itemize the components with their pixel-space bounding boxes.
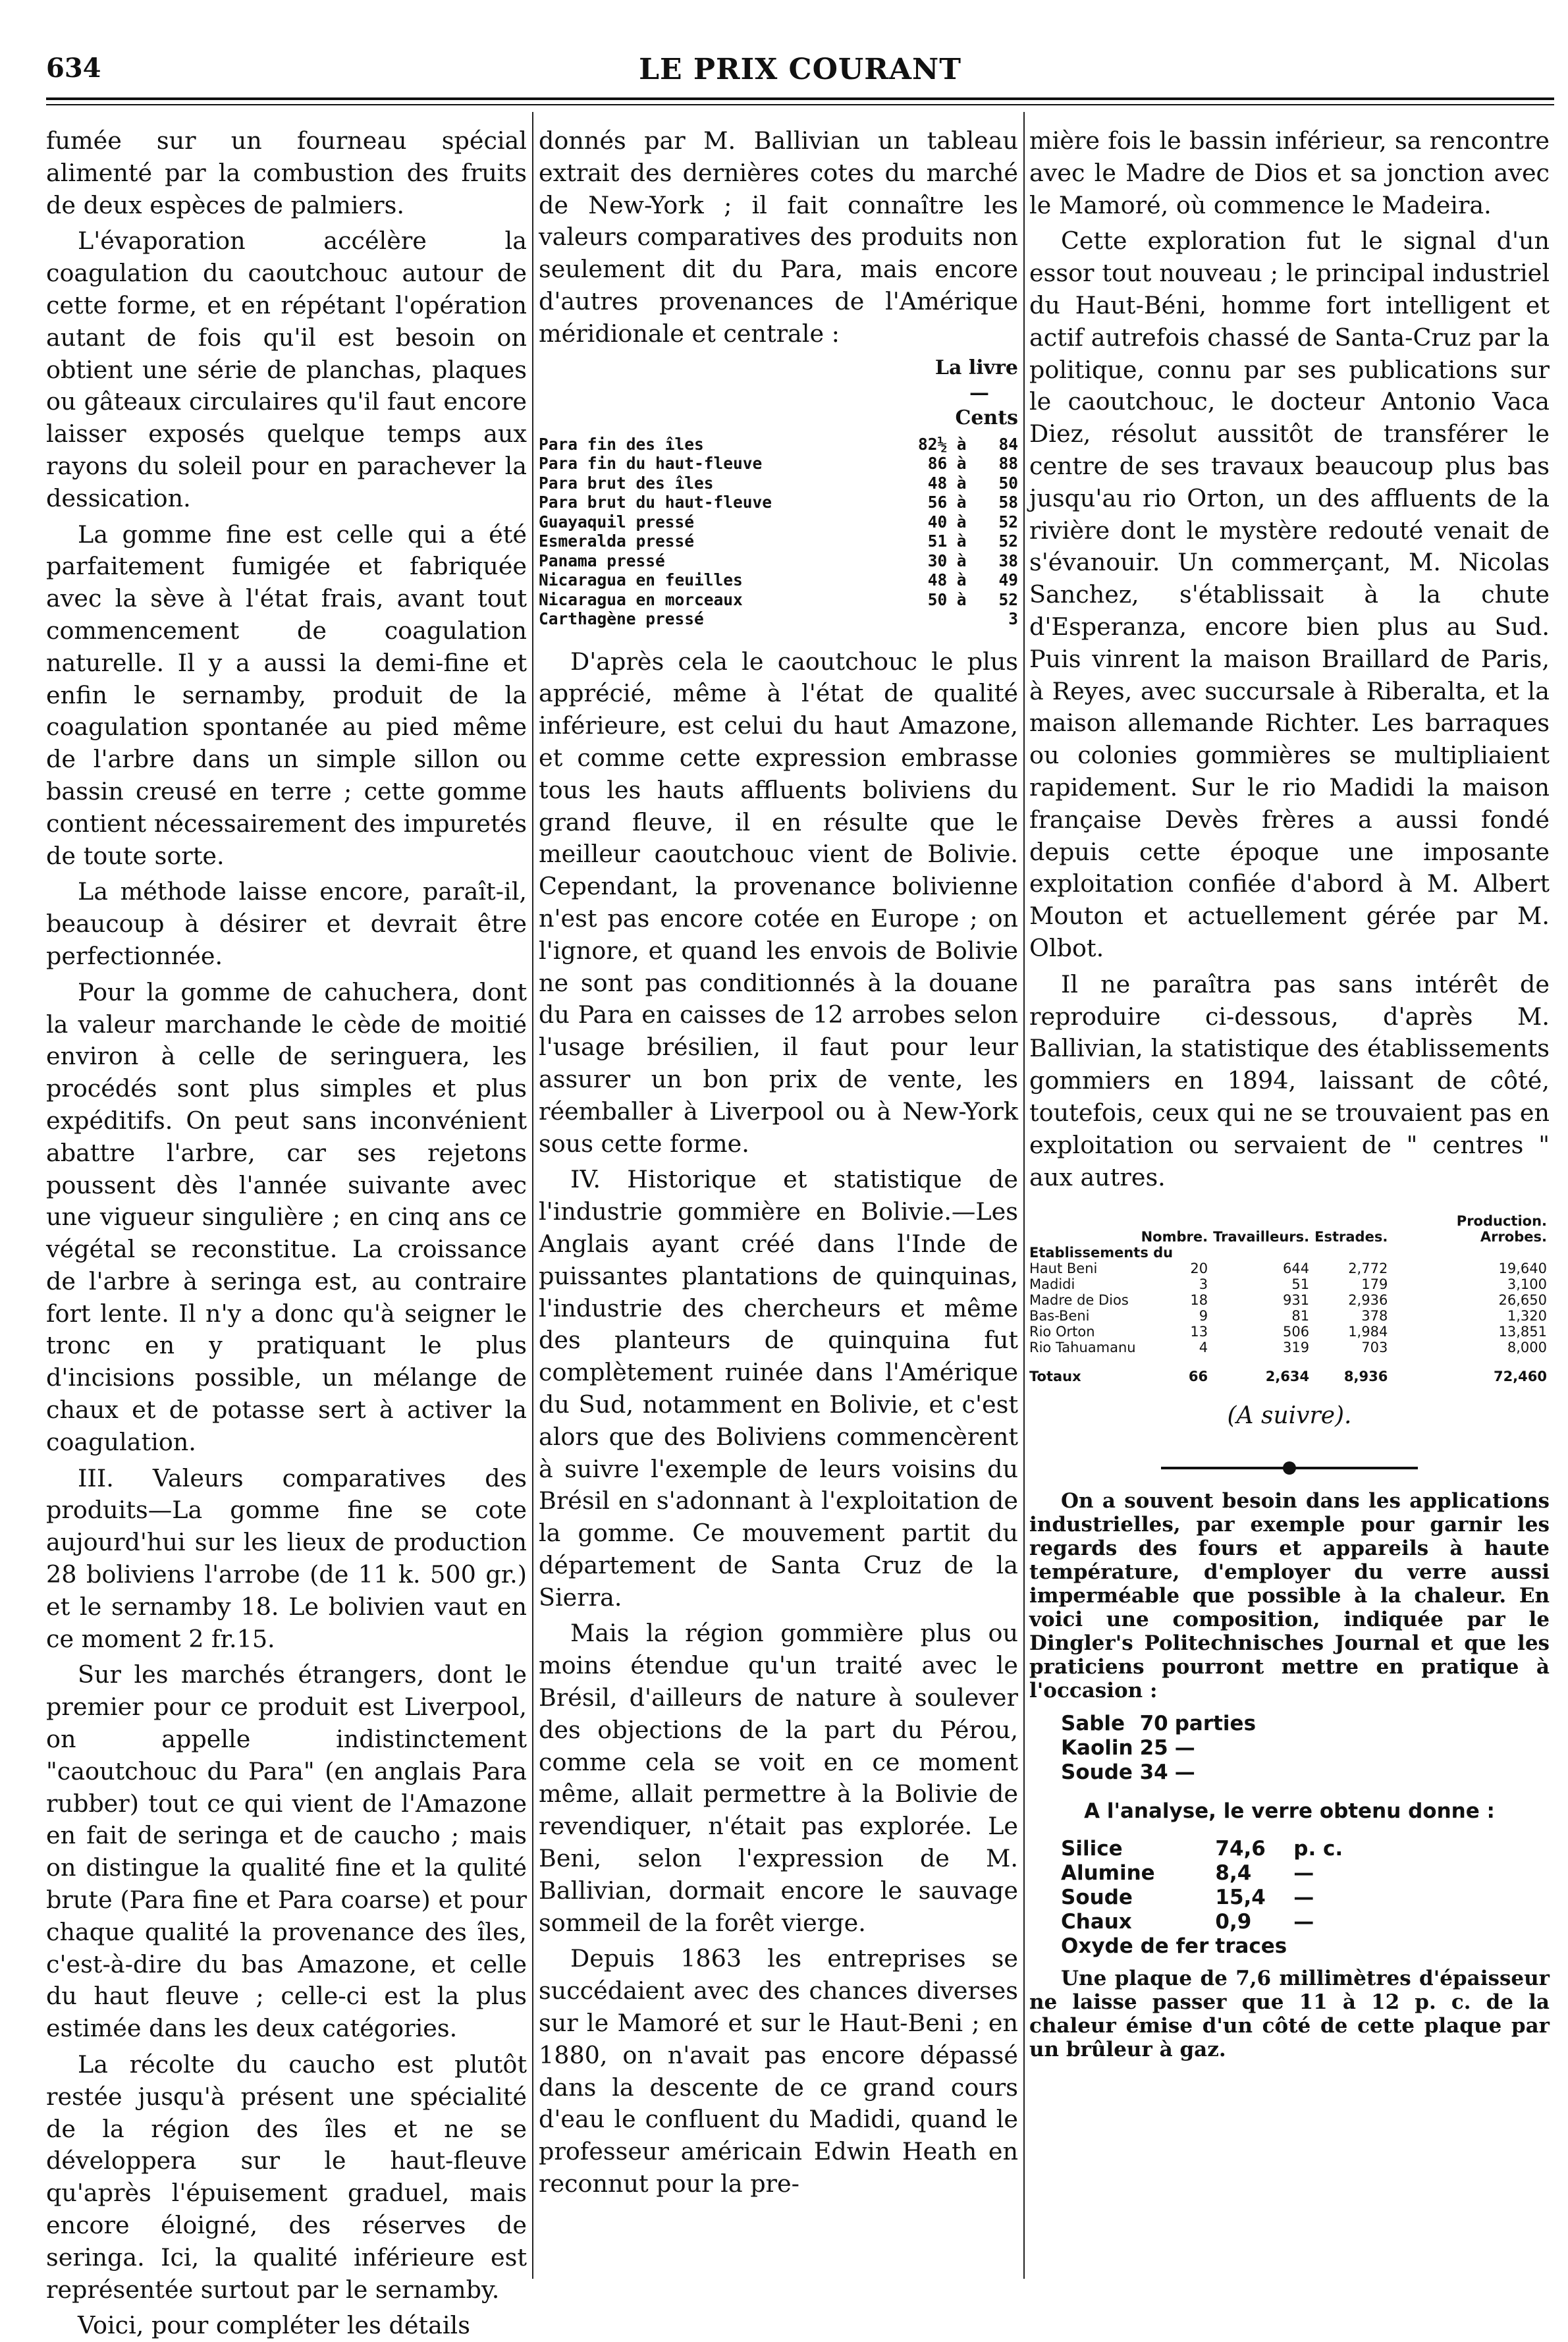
paragraph: Une plaque de 7,6 millimètres d'épaisseur ne laisse passer que 11 à 12 p. c. de la chaleur émise d'un côté de cette plaque par un brûleur à gaz. (1029, 1966, 1550, 2061)
paragraph: On a souvent besoin dans les applications industrielles, par exemple pour garnir les regards des fours et appareils à haute température, d'employer du verre aussi imperméable que possible à la chaleur. En voici une composition, indiquée par le Dingler's Politechnisches Journal et que les praticiens pourront mettre en pratique à l'occasion : (1029, 1489, 1550, 1703)
price-row (539, 570, 1018, 590)
stat-cell: 81 (1291, 1308, 1310, 1324)
stat-header (1029, 1213, 1139, 1245)
paragraph: La récolte du caucho est plutôt restée jusqu'à présent une spécialité de la région des îles et ne se développera sur le haut-fleuve qu'après l'épuisement graduel, mais encore éloigné, des réserves de seringa. Ici, la qualité inférieure est représentée surtout par le sernamby. (46, 2050, 527, 2304)
stat-cell: 1,320 (1507, 1308, 1547, 1324)
page-header (46, 49, 1554, 88)
price-high: 52 (998, 589, 1018, 609)
component-name: Silice (1061, 1836, 1123, 1861)
paragraph: Cette exploration fut le signal d'un essor tout nouveau ; le principal industriel du Haut-Béni, homme fort intelligent et actif autrefois chassé de Santa-Cruz par la politique, connu par ses publications sur le caoutchouc, le docteur Antonio Vaca Diez, résolut aussitôt de transférer le centre de ses travaux beaucoup plus bas jusqu'au rio Orton, un des affluents de la rivière dont le mystère redouté venait de s'évanouir. Un commerçant, M. Nicolas Sanchez, s'établissait à la chute d'Esperanza, encore bien plus au Sud. Puis vinrent la maison Braillard de Paris, à Reyes, avec succursale à Riberalta, et la maison allemande Richter. Les barraques ou colonies gommières se multipliaient rapidement. Sur le rio Madidi la maison française Devès frères a aussi fondé depuis cette époque une imposante exploitation confiée d'abord à M. Albert Mouton et actuellement gérée par M. Olbot. (1029, 227, 1550, 962)
component-unit: — (1293, 1885, 1314, 1909)
component-unit: — (1293, 1909, 1314, 1934)
component-unit: — (1293, 1861, 1314, 1885)
component-name: Soude (1061, 1760, 1133, 1785)
composition-row (1061, 1760, 1262, 1785)
composition-row (1061, 1934, 1349, 1959)
price-separator: à (956, 473, 967, 493)
price-high: 58 (998, 493, 1018, 512)
component-value: 70 (1139, 1712, 1168, 1736)
price-row (539, 551, 1018, 571)
price-high: 3 (1008, 609, 1018, 629)
stat-cell: 18 (1190, 1292, 1208, 1309)
component-unit: — (1174, 1760, 1195, 1785)
price-name: Para fin du haut-fleuve (539, 454, 763, 474)
stat-header: Estrades. (1314, 1229, 1388, 1245)
price-unit: La livre (934, 356, 1018, 379)
price-separator: à (956, 512, 967, 531)
composition-row (1061, 1736, 1262, 1760)
stat-cell: 931 (1283, 1292, 1310, 1309)
stat-cell: Bas-Beni (1029, 1308, 1090, 1324)
paragraph: Mais la région gommière plus ou moins étendue qu'un traité avec le Brésil, d'ailleurs de nature à soulever des objections de la part du Pérou, comme cela se voit en ce moment même, allait permettre à la Bolivie de revendiquer, n'était pas explorée. Le Beni, selon l'expression de M. Ballivian, dormait encore le sauvage sommeil de la forêt vierge. (539, 1619, 1018, 1937)
price-row (539, 531, 1018, 551)
component-name: Sable (1061, 1712, 1125, 1736)
price-separator: à (956, 454, 967, 474)
column-divider (1023, 112, 1025, 2279)
price-high: 52 (998, 512, 1018, 531)
price-low: 48 (927, 570, 948, 590)
stat-cell: 26,650 (1498, 1292, 1547, 1309)
price-separator: à (956, 531, 967, 551)
paragraph: Sur les marchés étrangers, dont le premier pour ce produit est Liverpool, on appelle indistinctement "caoutchouc du Para" (en anglais Para rubber) tout ce qui vient de l'Amazone en fait de seringa et de caucho ; mais on distingue la qualité fine et la qulité brute (Para fine et Para coarse) et pour chaque qualité la provenance des îles, c'est-à-dire du bas Amazone, et celle du haut fleuve ; celle-ci est la plus estimée dans les deux catégories. (46, 1660, 527, 2043)
stat-cell: 20 (1190, 1261, 1208, 1277)
component-value: 34 (1139, 1760, 1168, 1785)
ornament-separator (1161, 1467, 1418, 1469)
stat-header: Nombre. (1141, 1229, 1208, 1245)
price-name: Nicaragua en morceaux (539, 589, 743, 609)
price-high: 50 (998, 473, 1018, 493)
price-low: 51 (927, 531, 948, 551)
paragraph: III. Valeurs comparatives des produits—La gomme fine se cote aujourd'hui sur les lieux de production 28 boliviens l'arrobe (de 11 k. 500 gr.) et le sernamby 18. Le bolivien vaut en ce moment 2 fr.15. (46, 1463, 527, 1653)
price-low: 86 (927, 454, 948, 474)
paragraph: donnés par M. Ballivian un tableau extrait des dernières cotes du marché de New-York ; il fait connaître les valeurs comparatives des produits non seulement dit du Para, mais encore d'autres provenances de l'Amérique méridionale et centrale : (539, 126, 1018, 348)
price-row (539, 454, 1018, 474)
header-rule-thin (46, 104, 1554, 105)
price-name: Carthagène pressé (539, 609, 704, 629)
price-table (539, 435, 1018, 629)
page-number: 634 (46, 53, 101, 84)
stat-cell: 72,460 (1493, 1369, 1547, 1385)
composition-row (1061, 1712, 1262, 1736)
price-row (539, 590, 1018, 610)
column-3 (1029, 125, 1550, 2061)
paragraph: Depuis 1863 les entreprises se succédaient avec des chances diverses sur le Mamoré et sur le Haut-Beni ; en 1880, on n'avait pas encore dépassé dans la descente de ce grand cours d'eau le confluent du Madidi, quand le professeur américain Edwin Heath en reconnut pour la pre- (539, 1944, 1018, 2198)
publication-title: LE PRIX COURANT (639, 53, 961, 86)
stat-cell: 506 (1283, 1324, 1310, 1340)
price-separator: à (956, 493, 967, 512)
paragraph: Il ne paraîtra pas sans intérêt de reproduire ci-dessous, d'après M. Ballivian, la statistique des établissements gommiers en 1894, laissant de côté, toutefois, ceux qui ne se trouvaient pas en exploitation ou servaient de " centres " aux autres. (1029, 969, 1550, 1191)
stat-total-row (1029, 1355, 1550, 1384)
price-name: Nicaragua en feuilles (539, 570, 743, 590)
stat-row (1029, 1292, 1550, 1308)
price-name: Para brut des îles (539, 473, 714, 493)
price-row (539, 435, 1018, 454)
component-unit: parties (1174, 1712, 1257, 1736)
stat-cell: Madidi (1029, 1276, 1075, 1293)
component-name: Kaolin (1061, 1736, 1133, 1760)
stat-cell: 319 (1283, 1340, 1310, 1356)
stat-row (1029, 1276, 1550, 1292)
price-table-header (539, 356, 1018, 431)
stat-cell: 378 (1361, 1308, 1388, 1324)
analysis-table (1061, 1837, 1349, 1959)
price-unit-dash: — (969, 381, 989, 404)
component-unit: p. c. (1293, 1836, 1343, 1861)
paragraph: IV. Historique et statistique de l'industrie gommière en Bolivie.—Les Anglais ayant créé dans l'Inde de puissantes plantations de quinquinas, l'industrie des chercheurs et même des planteurs de quinquina fut complètement ruinée dans l'Amérique du Sud, notamment en Bolivie, et c'est alors que des Boliviens commencèrent à suivre l'exemple de leurs voisins du Brésil en s'adonnant à l'exploitation de la gomme. Ce mouvement partit du département de Santa Cruz de la Sierra. (539, 1165, 1018, 1612)
price-name: Panama pressé (539, 551, 665, 570)
stat-header: Production. Arrobes. (1456, 1213, 1547, 1245)
component-unit (1293, 1934, 1349, 1959)
header-rule (46, 97, 1554, 100)
price-row (539, 512, 1018, 532)
stat-cell: 703 (1361, 1340, 1388, 1356)
price-high: 49 (998, 570, 1018, 590)
stat-cell: Rio Tahuamanu (1029, 1340, 1136, 1356)
paragraph: D'après cela le caoutchouc le plus apprécié, même à l'état de qualité inférieure, est celui du haut Amazone, et comme cette expression embrasse tous les hauts affluents boliviens du grand fleuve, il en résulte que le meilleur caoutchouc vient de Bolivie. Cependant, la provenance bolivienne n'est pas encore cotée en Europe ; on l'ignore, et quand les envois de Bolivie ne sont pas conditionnés à la douane du Para en caisses de 12 arrobes selon l'usage brésilien, il faut pour leur assurer un bon prix de vente, les réemballer à Liverpool ou à New-York sous cette forme. (539, 647, 1018, 1158)
stat-cell: 8,000 (1507, 1340, 1547, 1356)
paragraph: mière fois le bassin inférieur, sa rencontre avec le Madre de Dios et sa jonction avec le Mamoré, où commence le Madeira. (1029, 126, 1550, 219)
stat-cell: 179 (1361, 1276, 1388, 1293)
stat-cell: 66 (1188, 1369, 1208, 1385)
composition-row (1061, 1886, 1349, 1910)
stat-cell: 13,851 (1498, 1324, 1547, 1340)
price-separator: à (956, 551, 967, 570)
price-low (884, 609, 947, 629)
price-row (539, 493, 1018, 512)
component-name: Chaux (1061, 1909, 1132, 1934)
price-high: 52 (998, 531, 1018, 551)
component-name: Oxyde de fer (1061, 1934, 1209, 1958)
price-separator: à (956, 589, 967, 609)
stat-cell: 1,984 (1348, 1324, 1388, 1340)
stat-cell: 19,640 (1498, 1261, 1547, 1277)
column-divider (532, 112, 533, 2279)
stat-cell: 8,936 (1343, 1369, 1388, 1385)
composition-row (1061, 1861, 1349, 1886)
stat-cell: 4 (1199, 1340, 1208, 1356)
price-currency: Cents (955, 406, 1018, 429)
analysis-heading: A l'analyse, le verre obtenu donne : (1084, 1799, 1495, 1824)
price-name: Para fin des îles (539, 434, 704, 454)
stat-cell: Rio Orton (1029, 1324, 1095, 1340)
price-low: 48 (927, 473, 948, 493)
stat-cell: 13 (1190, 1324, 1208, 1340)
paragraph: La méthode laisse encore, paraît-il, beaucoup à désirer et devrait être perfectionnée. (46, 877, 527, 970)
component-name: Alumine (1061, 1861, 1155, 1885)
price-low: 82½ (917, 434, 948, 454)
price-low: 30 (927, 551, 948, 570)
composition-table (1061, 1712, 1262, 1785)
component-value: 15,4 (1215, 1885, 1266, 1909)
price-separator: à (956, 434, 967, 454)
price-separator: à (956, 570, 967, 590)
price-row (539, 609, 1018, 629)
column-1 (46, 125, 527, 2342)
stat-cell: 2,772 (1348, 1261, 1388, 1277)
stat-cell: 51 (1291, 1276, 1310, 1293)
component-value: traces (1215, 1934, 1287, 1958)
price-row (539, 474, 1018, 493)
price-low: 40 (927, 512, 948, 531)
price-high: 38 (998, 551, 1018, 570)
composition-row (1061, 1910, 1349, 1934)
stat-row (1029, 1261, 1550, 1276)
stat-cell: Madre de Dios (1029, 1292, 1129, 1309)
column-2 (539, 125, 1018, 2200)
price-low: 50 (927, 589, 948, 609)
stat-cell: 3 (1199, 1276, 1208, 1293)
paragraph: fumée sur un fourneau spécial alimenté par la combustion des fruits de deux espèces de palmiers. (46, 126, 527, 219)
component-value: 8,4 (1215, 1861, 1252, 1885)
price-name: Para brut du haut-fleuve (539, 493, 772, 512)
component-unit: — (1174, 1736, 1195, 1760)
price-low: 56 (927, 493, 948, 512)
component-value: 25 (1139, 1736, 1168, 1760)
stat-cell: Totaux (1029, 1369, 1081, 1385)
price-high: 84 (998, 434, 1018, 454)
stat-cell: 2,936 (1348, 1292, 1388, 1309)
composition-row (1061, 1837, 1349, 1861)
paragraph: La gomme fine est celle qui a été parfaitement fumigée et fabriquée avec la sève à l'état frais, avant tout commencement de coagulation naturelle. Il y a aussi la demi-fine et enfin le sernamby, produit de la coagulation spontanée au pied même de l'arbre dans un simple sillon ou bassin creusé en terre ; cette gomme contient nécessairement des impuretés de toute sorte. (46, 520, 527, 870)
component-name: Soude (1061, 1885, 1133, 1909)
price-high: 88 (998, 454, 1018, 474)
stat-cell: 644 (1283, 1261, 1310, 1277)
component-value: 74,6 (1215, 1836, 1266, 1861)
stat-row (1029, 1340, 1550, 1355)
to-be-continued: (A suivre). (1227, 1402, 1352, 1430)
component-value: 0,9 (1215, 1909, 1252, 1934)
price-name: Guayaquil pressé (539, 512, 695, 531)
paragraph: L'évaporation accélère la coagulation du caoutchouc autour de cette forme, et en répétant l'opération autant de fois qu'il est besoin on obtient une série de planchas, plaques ou gâteaux circulaires qu'il faut encore laisser exposés quelque temps aux rayons du soleil pour en parachever la dessication. (46, 227, 527, 512)
stat-row (1029, 1324, 1550, 1340)
stat-cell: Haut Beni (1029, 1261, 1098, 1277)
paragraph: Voici, pour compléter les détails (78, 2311, 470, 2340)
stat-cell: 3,100 (1507, 1276, 1547, 1293)
price-name: Esmeralda pressé (539, 531, 695, 551)
price-separator (947, 609, 976, 629)
stat-cell: 9 (1199, 1308, 1208, 1324)
paragraph: Pour la gomme de cahuchera, dont la valeur marchande le cède de moitié environ à celle de seringuera, les procédés sont plus simples et plus expéditifs. On peut sans inconvénient abattre l'arbre, car ses rejetons poussent dès l'année suivante avec une vigueur singulière ; en cinq ans ce végétal se reconstitue. La croissance de l'arbre à seringa est, au contraire fort lente. Il n'y a donc qu'à seigner le tronc en y pratiquant le plus d'incisions possible, un mélange de chaux et de potasse sert à activer la coagulation. (46, 977, 527, 1456)
stat-section-label: Etablissements du (1029, 1245, 1174, 1261)
stat-cell: 2,634 (1265, 1369, 1310, 1385)
statistics-table (1029, 1213, 1550, 1384)
stat-row (1029, 1308, 1550, 1324)
stat-header: Travailleurs. (1213, 1229, 1310, 1245)
